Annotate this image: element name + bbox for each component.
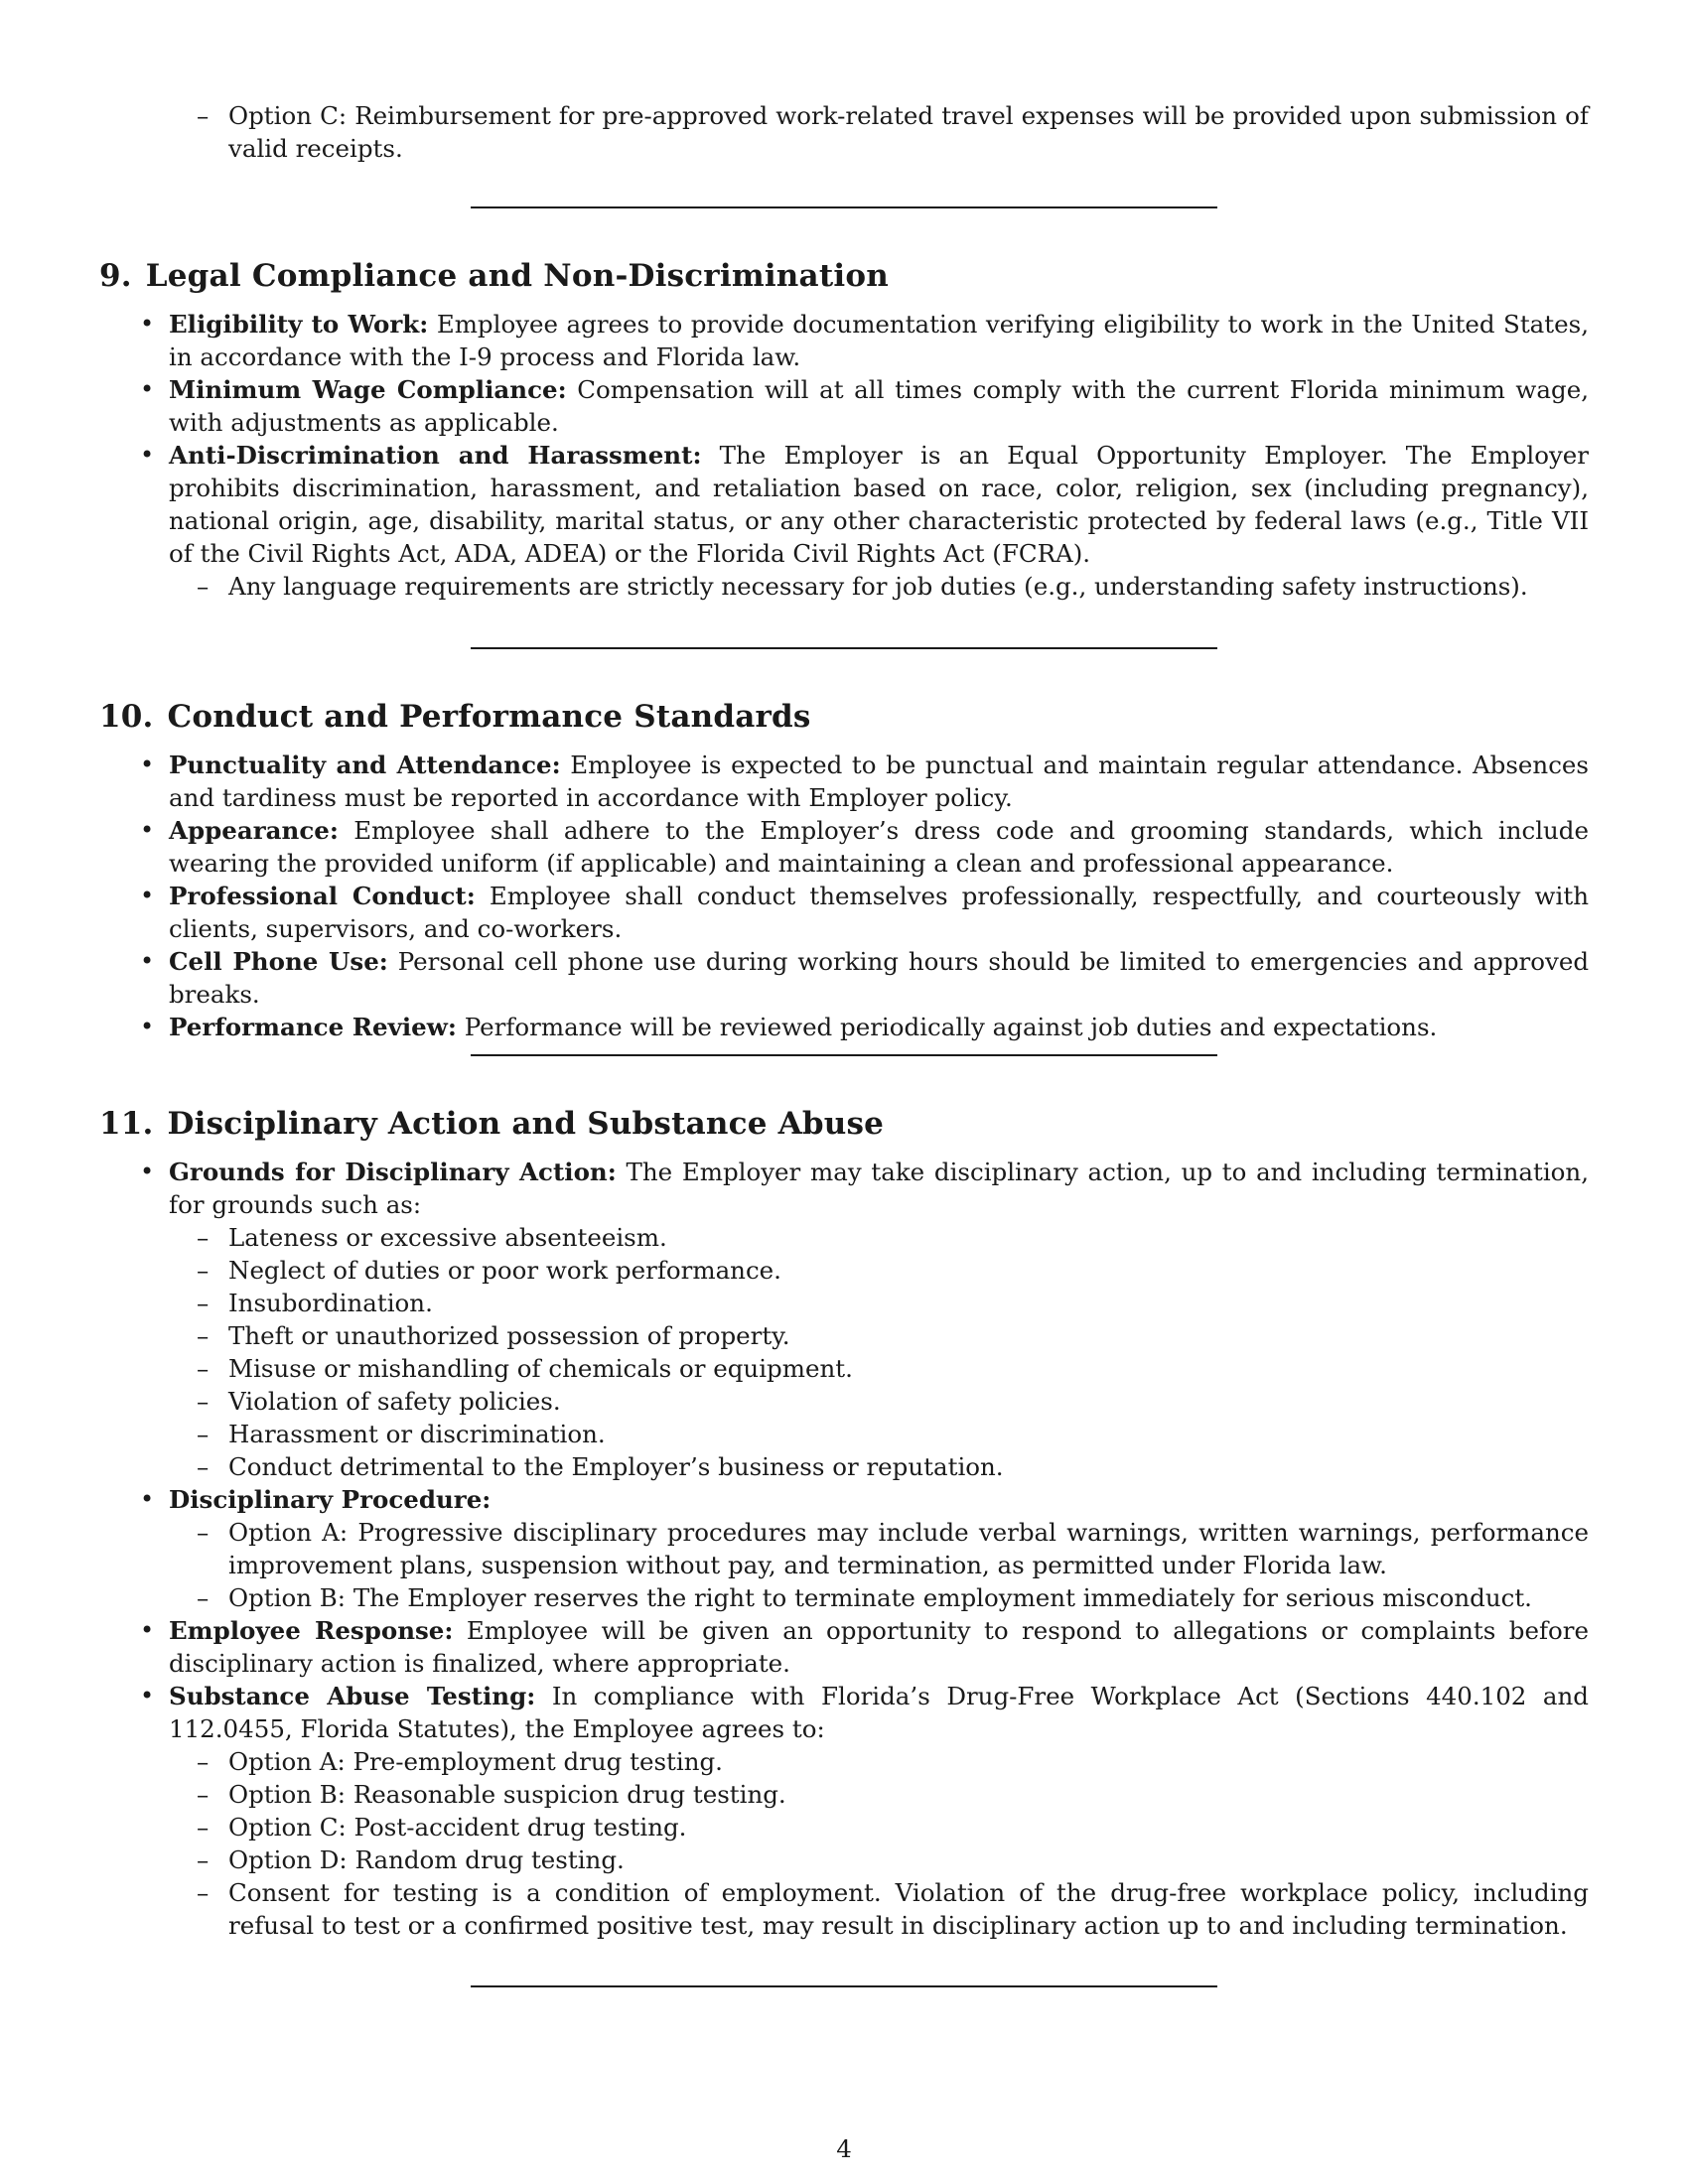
dash-marker: –	[197, 1289, 210, 1317]
bullet-marker: •	[140, 441, 155, 469]
section-11	[99, 1104, 1589, 1942]
bullet-marker: •	[140, 310, 155, 338]
section-title: Conduct and Performance Standards	[167, 699, 811, 735]
bullet-marker: •	[140, 882, 155, 909]
dash-marker: –	[197, 1747, 210, 1776]
item-text: Employee is expected to be punctual and maintain regular attendance. Absences and tardiness must be reported in accordance with Employer policy.	[169, 751, 1589, 812]
list-subitem	[99, 1418, 1589, 1450]
list-item	[99, 1156, 1589, 1221]
item-label: Performance Review:	[169, 1013, 457, 1041]
list-subitem	[99, 1745, 1589, 1778]
section-list	[99, 1156, 1589, 1942]
item-text: The Employer may take disciplinary action, up to and including termination, for grounds such as:	[169, 1158, 1590, 1219]
item-label: Cell Phone Use:	[169, 947, 388, 976]
item-label: Appearance:	[169, 816, 339, 845]
item-text: Performance will be reviewed periodically against job duties and expectations.	[464, 1013, 1438, 1041]
bullet-marker: •	[140, 816, 155, 844]
list-subitem	[99, 1450, 1589, 1483]
list-subitem	[99, 1352, 1589, 1385]
list-subitem	[99, 1843, 1589, 1876]
subitem-text: Option A: Progressive disciplinary procedures may include verbal warnings, written warnings, performance improvement plans, suspension without pay, and termination, as permitted under Florida law.	[228, 1518, 1589, 1579]
dash-marker: –	[197, 1223, 210, 1252]
item-label: Anti-Discrimination and Harassment:	[169, 441, 702, 470]
list-subitem	[99, 1385, 1589, 1418]
subitem-text: Neglect of duties or poor work performance.	[228, 1256, 781, 1285]
option-c-text: Option C: Reimbursement for pre-approved work-related travel expenses will be provided upon submission of valid receipts.	[228, 101, 1589, 163]
item-label: Disciplinary Procedure:	[169, 1485, 492, 1514]
dash-marker: –	[197, 1780, 210, 1809]
subitem-text: Option B: The Employer reserves the right to terminate employment immediately for serious misconduct.	[228, 1583, 1532, 1612]
dash-marker: –	[197, 1518, 210, 1547]
item-label: Grounds for Disciplinary Action:	[169, 1158, 617, 1186]
dash-marker: –	[197, 1813, 210, 1842]
subitem-text: Option A: Pre-employment drug testing.	[228, 1747, 723, 1776]
section-heading	[99, 256, 1589, 296]
item-label: Punctuality and Attendance:	[169, 751, 561, 779]
section-list	[99, 749, 1589, 1043]
list-subitem	[99, 1319, 1589, 1352]
list-item	[99, 373, 1589, 439]
section-title: Disciplinary Action and Substance Abuse	[167, 1106, 885, 1142]
list-subitem	[99, 570, 1589, 603]
dash-marker: –	[197, 1845, 210, 1874]
dash-marker: –	[197, 1583, 210, 1612]
list-item	[99, 439, 1589, 570]
item-label: Eligibility to Work:	[169, 310, 429, 339]
list-subitem	[99, 1221, 1589, 1254]
subitem-text: Option C: Post-accident drug testing.	[228, 1813, 687, 1842]
dash-marker: –	[197, 1452, 210, 1481]
bullet-marker: •	[140, 751, 155, 778]
item-label: Minimum Wage Compliance:	[169, 375, 567, 404]
item-label: Professional Conduct:	[169, 882, 476, 910]
dash-marker: –	[197, 101, 210, 130]
list-subitem	[99, 1876, 1589, 1942]
section-divider	[471, 1985, 1217, 1987]
section-9	[99, 256, 1589, 603]
section-number: 9.	[99, 258, 132, 294]
list-item	[99, 1011, 1589, 1043]
section-divider	[471, 647, 1217, 649]
bullet-marker: •	[140, 1616, 155, 1644]
section-divider	[471, 206, 1217, 208]
subitem-text: Harassment or discrimination.	[228, 1420, 606, 1448]
subitem-text: Option B: Reasonable suspicion drug testing.	[228, 1780, 786, 1809]
subitem-text: Consent for testing is a condition of employment. Violation of the drug-free workplace policy, including refusal to test or a confirmed positive test, may result in disciplinary action up to and including termination.	[228, 1878, 1589, 1940]
list-item	[99, 1614, 1589, 1680]
dash-marker: –	[197, 572, 210, 601]
bullet-marker: •	[140, 375, 155, 403]
item-text: Employee shall adhere to the Employer’s dress code and grooming standards, which include wearing the provided uniform (if applicable) and maintaining a clean and professional appearance.	[169, 816, 1589, 878]
dash-marker: –	[197, 1387, 210, 1416]
subitem-text: Conduct detrimental to the Employer’s business or reputation.	[228, 1452, 1004, 1481]
item-text: Compensation will at all times comply with the current Florida minimum wage, with adjustments as applicable.	[169, 375, 1589, 437]
dash-marker: –	[197, 1420, 210, 1448]
subitem-text: Misuse or mishandling of chemicals or equipment.	[228, 1354, 853, 1383]
bullet-marker: •	[140, 1682, 155, 1709]
bullet-marker: •	[140, 1013, 155, 1040]
item-text: The Employer is an Equal Opportunity Employer. The Employer prohibits discrimination, harassment, and retaliation based on race, color, religion, sex (including pregnancy), national origin, age, disability, marital status, or any other characteristic protected by federal laws (e.g., Title VII of the Civil Rights Act, ADA, ADEA) or the Florida Civil Rights Act (FCRA).	[169, 441, 1590, 568]
section-number: 11.	[99, 1106, 154, 1142]
bullet-marker: •	[140, 947, 155, 975]
item-text: Personal cell phone use during working hours should be limited to emergencies and approved breaks.	[169, 947, 1590, 1009]
section-10	[99, 697, 1589, 1043]
list-subitem	[99, 1811, 1589, 1843]
section-list	[99, 308, 1589, 603]
item-text: Employee shall conduct themselves professionally, respectfully, and courteously with clients, supervisors, and co-workers.	[169, 882, 1589, 943]
subitem-text: Any language requirements are strictly necessary for job duties (e.g., understanding safety instructions).	[228, 572, 1528, 601]
subitem-text: Option D: Random drug testing.	[228, 1845, 625, 1874]
dash-marker: –	[197, 1354, 210, 1383]
list-item	[99, 308, 1589, 373]
list-item	[99, 1483, 1589, 1516]
list-subitem	[99, 1287, 1589, 1319]
dash-marker: –	[197, 1321, 210, 1350]
item-text: In compliance with Florida’s Drug-Free Workplace Act (Sections 440.102 and 112.0455, Florida Statutes), the Employee agrees to:	[169, 1682, 1589, 1743]
section-heading	[99, 697, 1589, 737]
page-number: 4	[836, 2134, 852, 2163]
section-number: 10.	[99, 699, 154, 735]
continuation-block	[99, 99, 1589, 165]
list-subitem	[99, 99, 1589, 165]
item-label: Substance Abuse Testing:	[169, 1682, 536, 1710]
subitem-text: Lateness or excessive absenteeism.	[228, 1223, 667, 1252]
list-subitem	[99, 1778, 1589, 1811]
subitem-text: Insubordination.	[228, 1289, 433, 1317]
dash-marker: –	[197, 1256, 210, 1285]
section-title: Legal Compliance and Non-Discrimination	[145, 258, 889, 294]
list-subitem	[99, 1254, 1589, 1287]
list-subitem	[99, 1516, 1589, 1581]
dash-marker: –	[197, 1878, 210, 1907]
list-item	[99, 1680, 1589, 1745]
list-item	[99, 945, 1589, 1011]
item-label: Employee Response:	[169, 1616, 454, 1645]
item-text: Employee agrees to provide documentation verifying eligibility to work in the United States, in accordance with the I-9 process and Florida law.	[169, 310, 1589, 371]
list-item	[99, 880, 1589, 945]
section-divider	[471, 1054, 1217, 1056]
section-heading	[99, 1104, 1589, 1144]
subitem-text: Violation of safety policies.	[228, 1387, 561, 1416]
bullet-marker: •	[140, 1158, 155, 1185]
bullet-marker: •	[140, 1485, 155, 1513]
list-item	[99, 749, 1589, 814]
subitem-text: Theft or unauthorized possession of property.	[228, 1321, 790, 1350]
list-item	[99, 814, 1589, 880]
list-subitem	[99, 1581, 1589, 1614]
item-text: Employee will be given an opportunity to respond to allegations or complaints before disciplinary action is finalized, where appropriate.	[169, 1616, 1589, 1678]
